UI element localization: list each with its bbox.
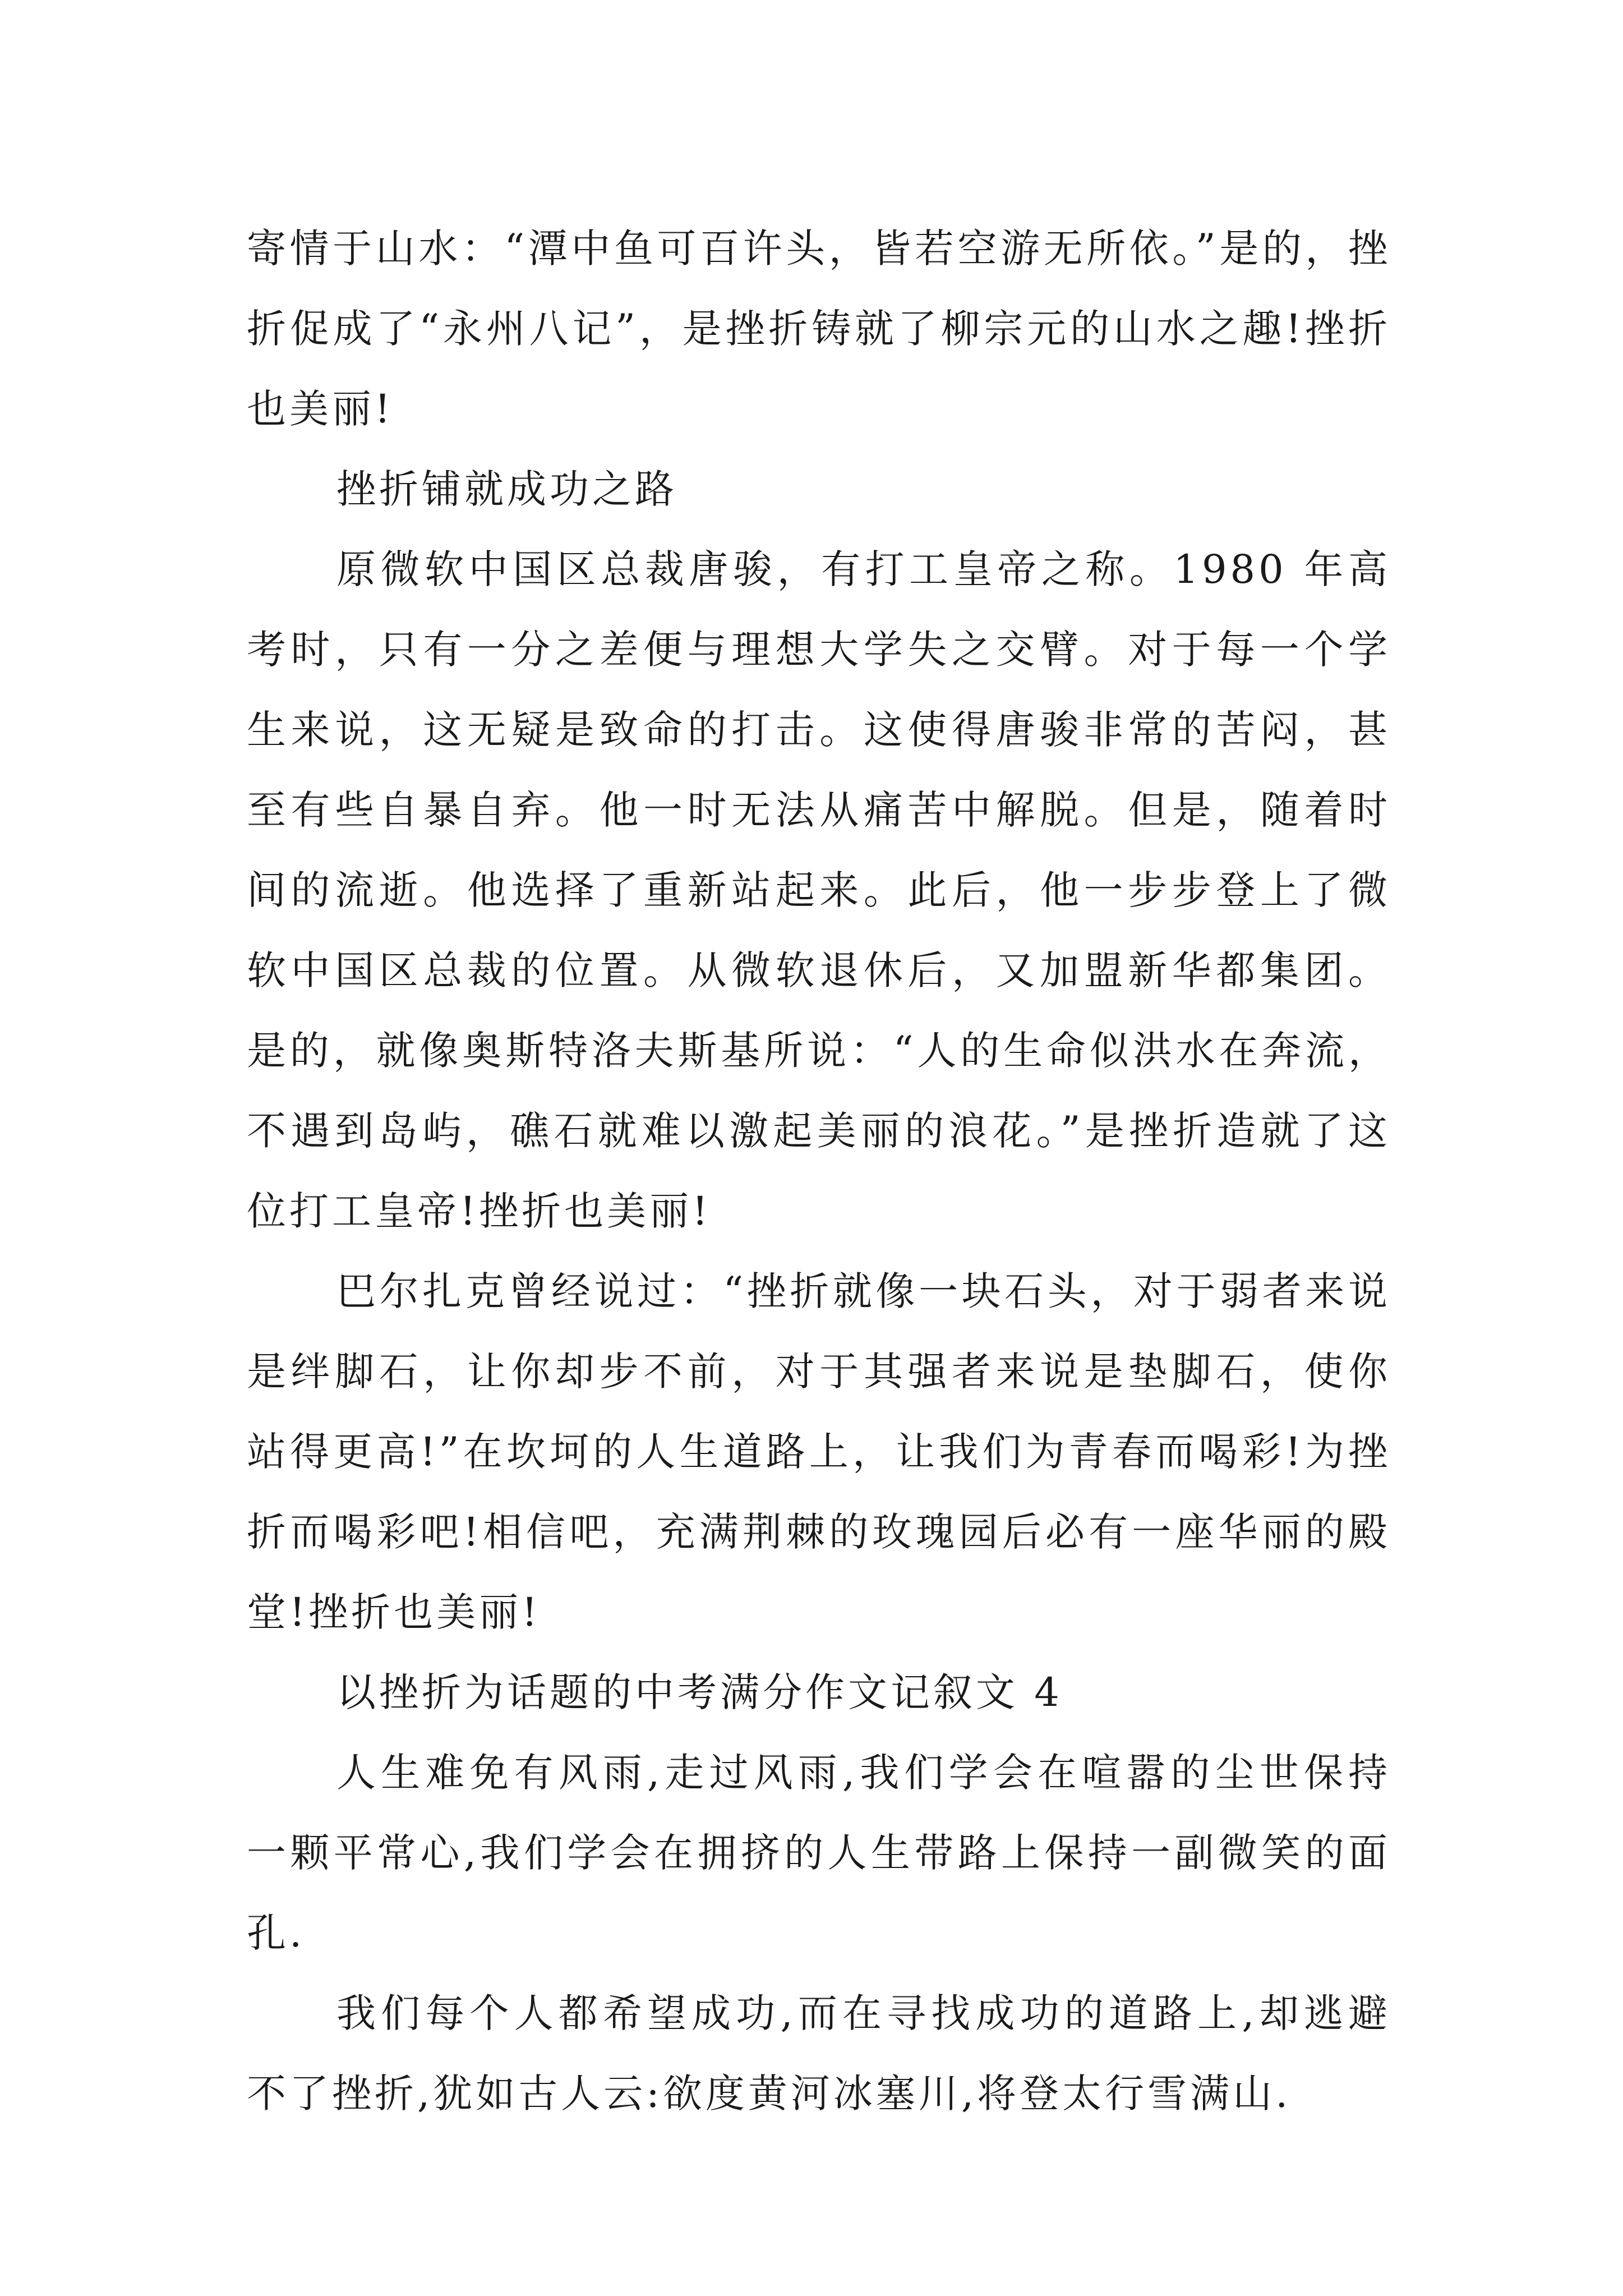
paragraph-liu-zongyuan-ending: 寄情于山水：“潭中鱼可百许头，皆若空游无所依。”是的，挫折促成了“永州八记”，是挫折铸就了柳宗元的山水之趣!挫折也美丽!: [247, 226, 1391, 432]
essay-title-4: 以挫折为话题的中考满分作文记叙文 4: [336, 1669, 1063, 1715]
paragraph-balzac-quote: 巴尔扎克曾经说过：“挫折就像一块石头，对于弱者来说是绊脚石，让你却步不前，对于其强者来说是垫脚石，使你站得更高!”在坎坷的人生道路上，让我们为青春而喝彩!为挫折而喝彩吧!相信吧，充满荆棘的玫瑰园后必有一座华丽的殿堂!挫折也美丽!: [247, 1268, 1391, 1635]
paragraph-wind-and-rain: 人生难免有风雨,走过风雨,我们学会在喧嚣的尘世保持一颗平常心,我们学会在拥挤的人生带路上保持一副微笑的面孔.: [247, 1750, 1391, 1956]
document-body: [247, 209, 1391, 2134]
paragraph-tang-jun: 原微软中国区总裁唐骏，有打工皇帝之称。1980 年高考时，只有一分之差便与理想大学失之交臂。对于每一个学生来说，这无疑是致命的打击。这使得唐骏非常的苦闷，甚至有些自暴自弃。他一时无法从痛苦中解脱。但是，随着时间的流逝。他选择了重新站起来。此后，他一步步登上了微软中国区总裁的位置。从微软退休后，又加盟新华都集团。是的，就像奥斯特洛夫斯基所说：“人的生命似洪水在奔流，不遇到岛屿，礁石就难以激起美丽的浪花。”是挫折造就了这位打工皇帝!挫折也美丽!: [247, 546, 1391, 1234]
section-heading-success-path: 挫折铺就成功之路: [336, 466, 677, 512]
paragraph-seeking-success: 我们每个人都希望成功,而在寻找成功的道路上,却逃避不了挫折,犹如古人云:欲度黄河冰塞川,将登太行雪满山.: [247, 1990, 1391, 2116]
